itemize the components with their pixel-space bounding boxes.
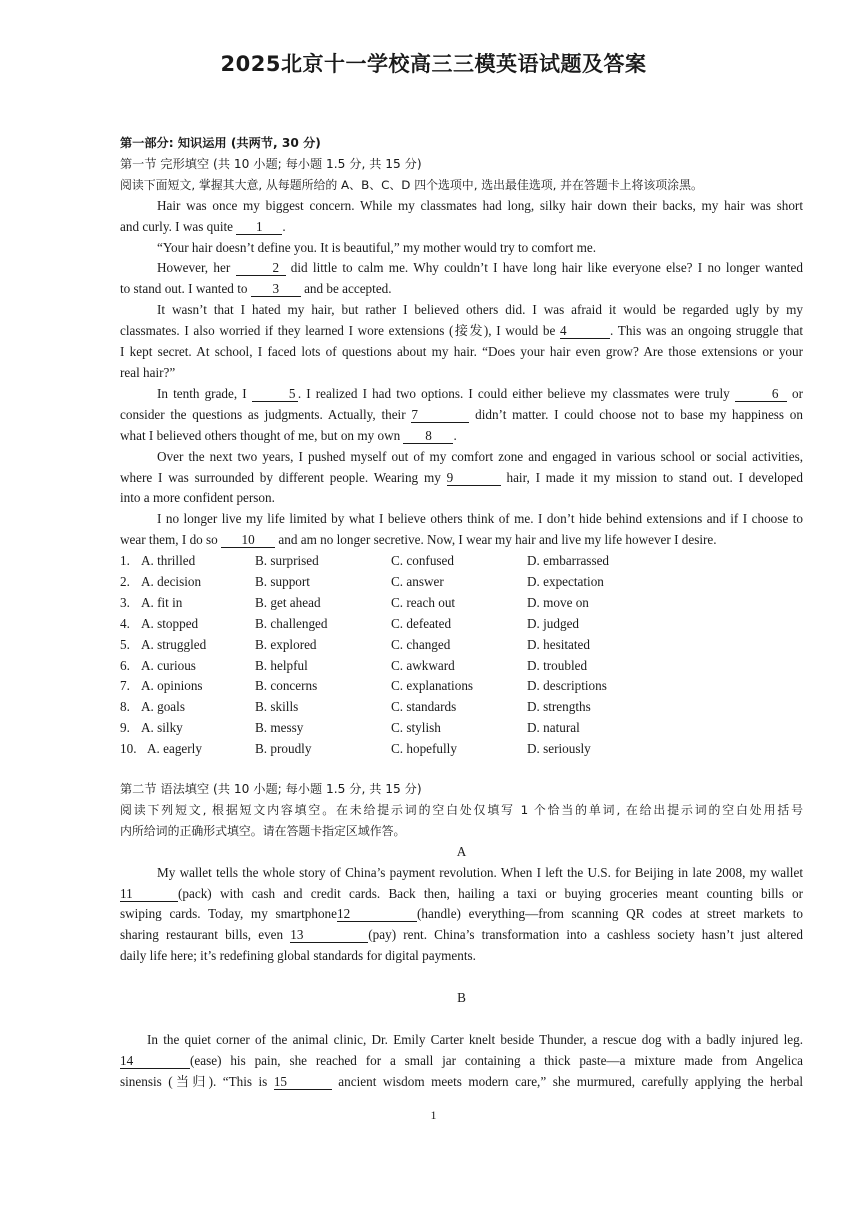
passage-line [120, 426, 803, 447]
passage-line [120, 925, 803, 946]
option-row [120, 551, 803, 572]
option-row [120, 739, 803, 760]
spacer [120, 760, 803, 779]
passage-text: did little to calm me. Why couldn’t I have long hair like everyone else? I no longer wanted [290, 260, 803, 276]
option-c: C. standards [391, 699, 457, 715]
spacer [120, 967, 803, 988]
question-number: 8. [120, 699, 130, 715]
option-d: D. descriptions [527, 678, 607, 694]
passage-line [120, 1051, 803, 1072]
option-a: A. thrilled [141, 553, 196, 569]
passage-text: classmates. I also worried if they learned I wore extensions (接发), I would be [120, 323, 556, 339]
option-d: D. hesitated [527, 636, 590, 652]
option-a: A. goals [141, 699, 185, 715]
passage-text: sharing restaurant bills, even [120, 927, 284, 943]
passage-line: I kept secret. At school, I faced lots of questions about my hair. “Does your hair even grow? Are those extensions or your [120, 344, 803, 360]
passage-line [120, 217, 803, 238]
blank-2: 2 [236, 260, 286, 276]
passage-text: to stand out. I wanted to [120, 281, 248, 297]
passage-text: where I was surrounded by different people. Wearing my [120, 469, 441, 485]
passage-line [120, 258, 803, 279]
option-d: D. embarrassed [527, 553, 610, 569]
blank-4: 4 [560, 323, 610, 339]
blank-1: 1 [236, 219, 282, 235]
question-number: 5. [120, 636, 130, 652]
passage-text: (handle) everything—from scanning QR codes at street markets to [417, 906, 804, 922]
option-b: B. messy [255, 720, 304, 736]
option-c: C. reach out [391, 594, 456, 610]
section1-heading: 第一节 完形填空 (共 10 小题; 每小题 1.5 分, 共 15 分) [120, 156, 422, 171]
option-d: D. seriously [527, 741, 591, 757]
page-title: 2025北京十一学校高三三模英语试题及答案 [220, 52, 647, 76]
passage-line: My wallet tells the whole story of China’s payment revolution. When I left the U.S. for Beijing in late 2008, my wallet [157, 864, 803, 880]
spacer [120, 1009, 803, 1030]
blank-6: 6 [735, 386, 787, 402]
passage-line [120, 1072, 803, 1093]
passage-line [120, 530, 803, 551]
passage-line: I no longer live my life limited by what I believe others think of me. I don’t hide behind extensions and if I choose to [157, 511, 803, 527]
question-number: 9. [120, 720, 130, 736]
passage-line: It wasn’t that I hated my hair, but rather I believed others did. I was afraid it would be regarded ugly by my [157, 302, 803, 318]
passage-text: (ease) his pain, she reached for a small jar containing a thick paste—a mixture made from Angelica [190, 1053, 803, 1068]
option-b: B. challenged [255, 615, 328, 631]
option-a: A. stopped [141, 615, 199, 631]
option-c: C. explanations [391, 678, 474, 694]
part1-heading: 第一部分: 知识运用 (共两节, 30 分) [120, 136, 321, 150]
question-number: 10. [120, 741, 137, 757]
passage-text: and be accepted. [304, 281, 392, 297]
question-number: 3. [120, 594, 130, 610]
blank-3: 3 [251, 281, 301, 297]
passage-line: into a more confident person. [120, 490, 275, 506]
question-number: 2. [120, 574, 130, 590]
section1-instruction: 阅读下面短文, 掌握其大意, 从每题所给的 A、B、C、D 四个选项中, 选出最佳选项, 并在答题卡上将该项涂黑。 [120, 177, 703, 192]
passage-text: In tenth grade, I [157, 385, 247, 401]
option-c: C. confused [391, 553, 454, 569]
option-d: D. troubled [527, 657, 588, 673]
passage-line [120, 904, 803, 925]
passage-text: However, her [157, 260, 231, 276]
option-b: B. proudly [255, 741, 312, 757]
passage-text: hair, I made it my mission to stand out. I developed [506, 469, 803, 485]
blank-11: 11 [120, 886, 178, 902]
passage-text: ancient wisdom meets modern care,” she murmured, carefully applying the herbal [338, 1073, 803, 1089]
question-number: 7. [120, 678, 130, 694]
option-b: B. get ahead [255, 594, 321, 610]
passage-text: and am no longer secretive. Now, I wear my hair and live my life however I desire. [278, 532, 717, 548]
blank-10: 10 [221, 532, 275, 548]
option-row [120, 718, 803, 739]
passage-text: swiping cards. Today, my smartphone [120, 906, 338, 922]
passage-text: what I believed others thought of me, but on my own [120, 427, 401, 443]
passage-text: or [792, 385, 804, 401]
passage-line [120, 384, 803, 405]
passage-text: and curly. I was quite [120, 218, 234, 234]
section2-instruction: 内所给词的正确形式填空。请在答题卡指定区域作答。 [120, 823, 406, 838]
option-d: D. strengths [527, 699, 591, 715]
option-row [120, 635, 803, 656]
section2-heading: 第二节 语法填空 (共 10 小题; 每小题 1.5 分, 共 15 分) [120, 782, 422, 797]
passage-line [120, 279, 803, 300]
passage-line: Hair was once my biggest concern. While my classmates had long, silky hair down their backs, my hair was short [157, 197, 803, 213]
passage-line: daily life here; it’s redefining global standards for digital payments. [120, 948, 476, 964]
option-d: D. move on [527, 594, 589, 610]
option-a: A. opinions [141, 678, 203, 694]
option-c: C. defeated [391, 615, 452, 631]
blank-9: 9 [447, 470, 501, 486]
passage-line [120, 321, 803, 342]
blank-15: 15 [274, 1074, 332, 1090]
passage-line [120, 884, 803, 905]
blank-12: 12 [337, 906, 417, 922]
option-a: A. silky [141, 720, 183, 736]
blank-14: 14 [120, 1053, 190, 1069]
question-number: 1. [120, 553, 130, 569]
option-a: A. eagerly [147, 741, 202, 757]
options-list [120, 551, 803, 760]
option-c: C. awkward [391, 657, 455, 673]
passage-line: In the quiet corner of the animal clinic, Dr. Emily Carter knelt beside Thunder, a rescue dog with a badly injured leg. [147, 1032, 803, 1048]
blank-7: 7 [411, 407, 469, 423]
option-d: D. natural [527, 720, 580, 736]
option-b: B. explored [255, 636, 317, 652]
option-row [120, 572, 803, 593]
option-b: B. skills [255, 699, 299, 715]
blank-8: 8 [403, 428, 453, 444]
option-row [120, 676, 803, 697]
passage-text: didn’t matter. I could choose not to base my happiness on [475, 406, 803, 422]
option-d: D. expectation [527, 574, 604, 590]
passage-text: . [282, 218, 286, 234]
section2-instruction: 阅读下列短文, 根据短文内容填空。在未给提示词的空白处仅填写 1 个恰当的单词, 在给出提示词的空白处用括号 [120, 802, 803, 817]
option-b: B. surprised [255, 553, 319, 569]
passage-line: Over the next two years, I pushed myself out of my comfort zone and engaged in various school or social activities, [157, 448, 803, 464]
passage-text: . I realized I had two options. I could either believe my classmates were truly [297, 385, 730, 401]
option-c: C. stylish [391, 720, 441, 736]
blank-5: 5 [252, 386, 298, 402]
question-number: 6. [120, 657, 130, 673]
passage-text: sinensis (当归). “This is [120, 1073, 268, 1089]
option-row [120, 697, 803, 718]
option-row [120, 593, 803, 614]
passage-a-label: A [456, 843, 467, 859]
page-content [120, 133, 803, 1093]
option-row [120, 614, 803, 635]
question-number: 4. [120, 615, 130, 631]
option-c: C. answer [391, 574, 444, 590]
passage-text: . This was an ongoing struggle that [610, 323, 803, 339]
passage-line: “Your hair doesn’t define you. It is beautiful,” my mother would try to comfort me. [157, 239, 597, 255]
option-a: A. fit in [141, 594, 183, 610]
passage-b-label: B [457, 990, 466, 1006]
option-c: C. hopefully [391, 741, 457, 757]
passage-text: (pack) with cash and credit cards. Back then, hailing a taxi or buying groceries meant counting bills or [178, 885, 803, 901]
passage-line: real hair?” [120, 364, 176, 380]
option-row [120, 656, 803, 677]
passage-line [120, 405, 803, 426]
page-number: 1 [430, 1108, 437, 1122]
passage-text: consider the questions as judgments. Actually, their [120, 406, 406, 422]
passage-text: . [453, 427, 457, 443]
option-a: A. curious [141, 657, 196, 673]
option-a: A. struggled [141, 636, 207, 652]
option-a: A. decision [141, 574, 202, 590]
option-b: B. helpful [255, 657, 308, 673]
passage-text: wear them, I do so [120, 532, 218, 548]
passage-line [120, 468, 803, 489]
option-c: C. changed [391, 636, 451, 652]
option-b: B. support [255, 574, 310, 590]
passage-text: (pay) rent. China’s transformation into a cashless society hasn’t just altered [368, 927, 803, 943]
blank-13: 13 [290, 927, 368, 943]
option-d: D. judged [527, 615, 580, 631]
option-b: B. concerns [255, 678, 318, 694]
